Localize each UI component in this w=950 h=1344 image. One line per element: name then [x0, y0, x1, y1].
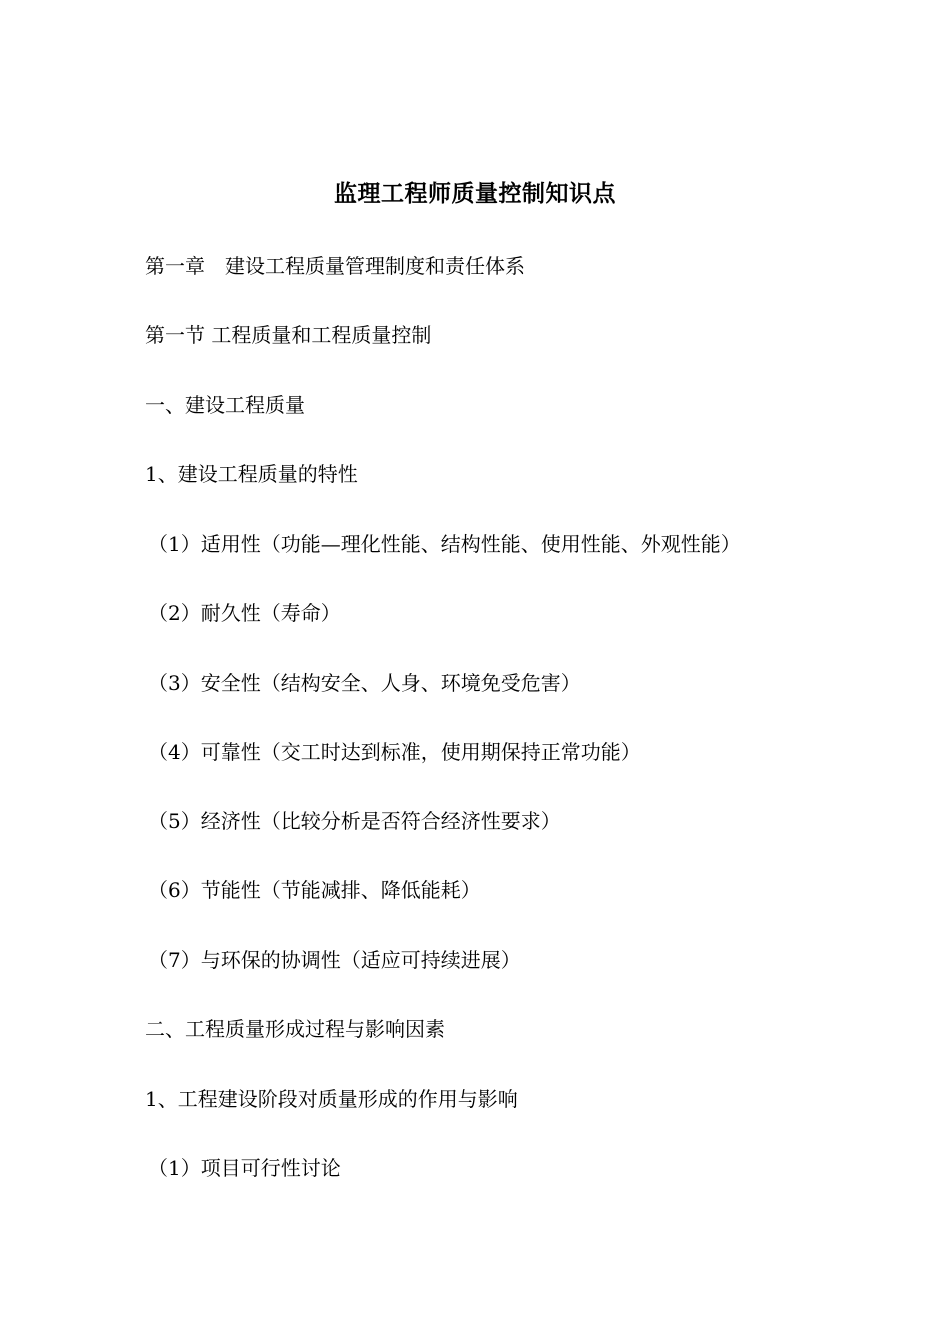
list-item: （2）耐久性（寿命）	[148, 601, 341, 625]
list-item: （7）与环保的协调性（适应可持续进展）	[148, 948, 521, 972]
list-item: （1）项目可行性讨论	[148, 1156, 341, 1180]
topic-heading: 1、工程建设阶段对质量形成的作用与影响	[145, 1087, 518, 1111]
list-item: （6）节能性（节能减排、降低能耗）	[148, 878, 481, 902]
subsection-heading: 一、建设工程质量	[145, 393, 305, 417]
chapter-heading: 第一章 建设工程质量管理制度和责任体系	[145, 254, 525, 278]
topic-heading: 1、建设工程质量的特性	[145, 462, 358, 486]
list-item: （5）经济性（比较分析是否符合经济性要求）	[148, 809, 561, 833]
list-item: （1）适用性（功能—理化性能、结构性能、使用性能、外观性能）	[148, 532, 741, 556]
list-item: （4）可靠性（交工时达到标准，使用期保持正常功能）	[148, 740, 641, 764]
subsection-heading: 二、工程质量形成过程与影响因素	[145, 1017, 445, 1041]
document-title: 监理工程师质量控制知识点	[334, 180, 616, 207]
section-heading: 第一节 工程质量和工程质量控制	[145, 323, 432, 347]
list-item: （3）安全性（结构安全、人身、环境免受危害）	[148, 671, 581, 695]
